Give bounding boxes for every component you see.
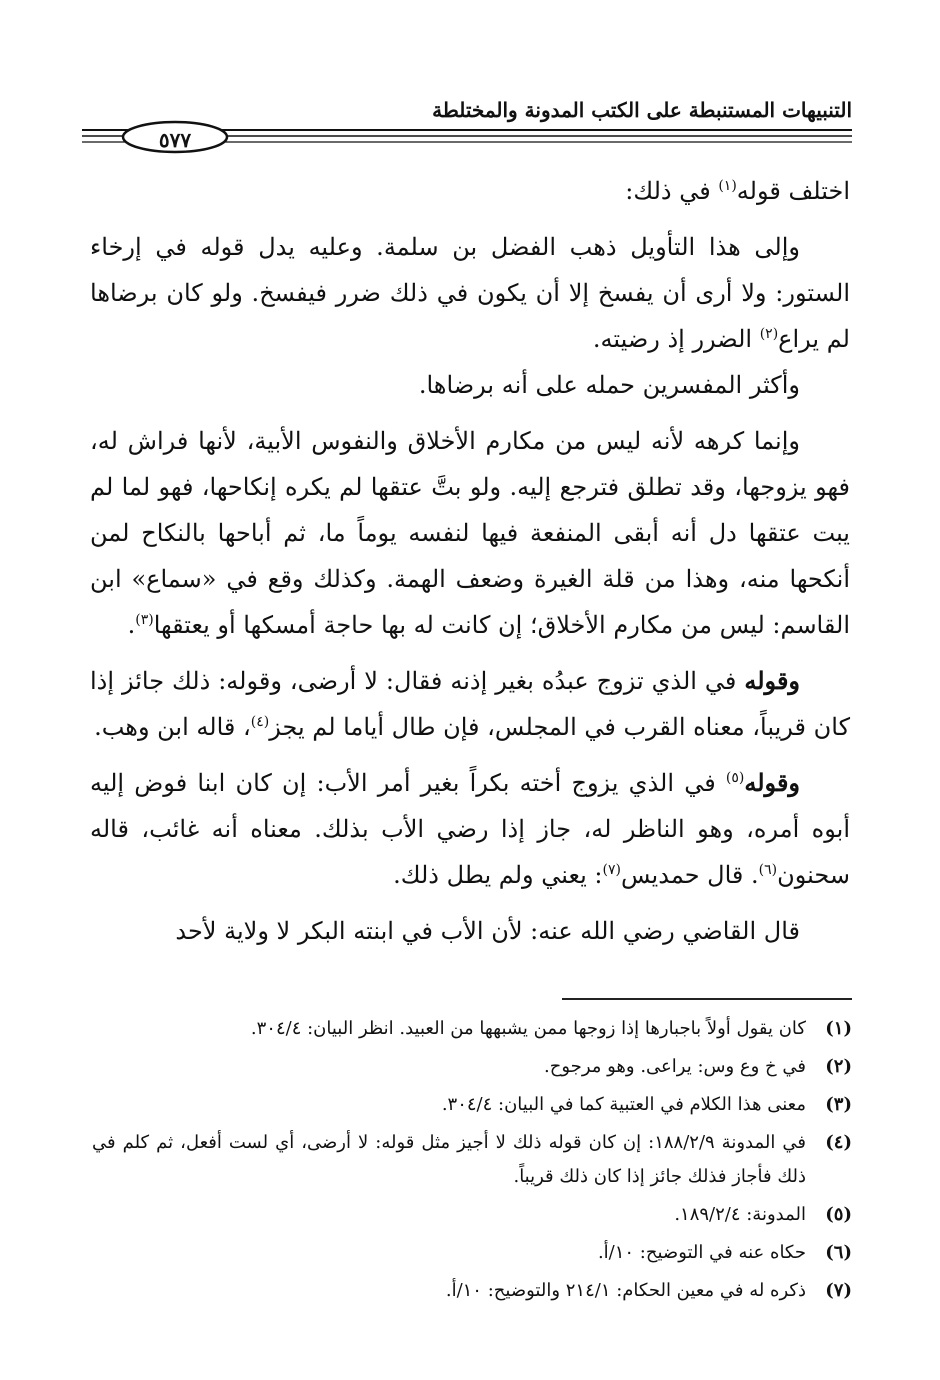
footnote-number: (٣) <box>825 1094 852 1115</box>
footnote-text: ذكره له في معين الحكام: ٢١٤/١ والتوضيح: ١٠/أ. <box>445 1280 806 1301</box>
footnote-number: (٥) <box>825 1204 852 1225</box>
page-number: ٥٧٧ <box>158 128 192 152</box>
footnote-number: (١) <box>825 1018 852 1039</box>
footnote-text: كان يقول أولاً باجبارها إذا زوجها ممن يشبهها من العبيد. انظر البيان: ٣٠٤/٤. <box>250 1018 806 1039</box>
footnote-ref-3: (٣) <box>135 612 154 628</box>
footnote-number: (٦) <box>825 1242 852 1263</box>
footnote-item <box>92 1198 852 1232</box>
footnote-ref-5: (٥) <box>725 770 745 786</box>
paragraph-7 <box>90 908 850 954</box>
paragraph-text: وإلى هذا التأويل ذهب الفضل بن سلمة. وعليه يدل قوله في إرخاء الستور: ولا أرى أن يفسخ إلا أن يكون في ذلك ضرر فيفسخ. ولو كان برضاها لم يراع <box>90 233 850 353</box>
footnote-item <box>92 1274 852 1308</box>
footnote-text: معنى هذا الكلام في العتبية كما في البيان: ٣٠٤/٤. <box>441 1094 806 1115</box>
paragraph-3 <box>90 362 850 408</box>
footnote-item <box>92 1236 852 1270</box>
running-header-title: التنبيهات المستنبطة على الكتب المدونة والمختلطة <box>432 98 852 122</box>
footnotes <box>92 1012 852 1312</box>
footnote-number: (٧) <box>825 1280 852 1301</box>
footnote-item <box>92 1012 852 1046</box>
footnote-ref-2: (٢) <box>759 326 779 342</box>
paragraph-6 <box>90 760 850 898</box>
footnote-text: في خ وع وس: يراعى. وهو مرجوح. <box>544 1056 806 1077</box>
paragraph-text: . قال حمديس <box>620 861 759 889</box>
paragraph-4 <box>90 418 850 648</box>
paragraph-text: في الذي يزوج أخته بكراً بغير أمر الأب: إن كان ابنا فوض إليه أبوه أمره، وهو الناظر له، جاز إذا رضي الأب بذلك. معناه أنه غائب، قاله سحنون <box>90 769 850 889</box>
paragraph-text: . <box>127 611 136 639</box>
paragraph-text: وأكثر المفسرين حمله على أنه برضاها. <box>418 371 800 399</box>
footnote-item <box>92 1088 852 1122</box>
footnote-ref-4: (٤) <box>250 714 270 730</box>
paragraph-text: الضرر إذ رضيته. <box>592 325 760 353</box>
footnote-item <box>92 1126 852 1194</box>
footnote-text: في المدونة ١٨٨/٢/٩: إن كان قوله ذلك لا أجيز مثل قوله: لا أرضى، أي لست أفعل، ثم كلم في ذلك فأجاز فذلك جائز إذا كان ذلك قريباً. <box>92 1132 806 1187</box>
paragraph-2 <box>90 224 850 362</box>
paragraph-1 <box>90 168 850 214</box>
footnote-ref-7: (٧) <box>602 862 621 878</box>
paragraph-text: اختلف قوله <box>736 177 850 205</box>
footnote-number: (٢) <box>825 1056 852 1077</box>
footnote-ref-1: (١) <box>718 178 737 194</box>
footnote-ref-6: (٦) <box>758 862 778 878</box>
footnote-text: المدونة: ١٨٩/٢/٤. <box>674 1204 806 1225</box>
paragraph-lead: وقوله <box>744 768 800 797</box>
paragraph-text: في ذلك: <box>625 177 719 205</box>
paragraph-text: ، قاله ابن وهب. <box>94 713 251 741</box>
footnote-number: (٤) <box>825 1132 852 1153</box>
paragraph-5 <box>90 658 850 750</box>
paragraph-lead: وقوله <box>744 666 800 695</box>
paragraph-text: : يعني ولم يطل ذلك. <box>393 861 603 889</box>
paragraph-text: وإنما كرهه لأنه ليس من مكارم الأخلاق والنفوس الأبية، لأنها فراش له، فهو يزوجها، وقد تطلق فترجع إليه. ولو بتَّ عتقها لم يكره إنكاحها، فهو لما لم يبت عتقها دل أنه أبقى المنفعة فيها لنفسه يوماً ما، ثم أباحها بالنكاح لمن أنكحها منه، وهذا من قلة الغيرة وضعف الهمة. وكذلك وقع في «سماع» ابن القاسم: ليس من مكارم الأخلاق؛ إن كانت له بها حاجة أمسكها أو يعتقها <box>90 427 850 639</box>
footnote-text: حكاه عنه في التوضيح: ١٠/أ. <box>597 1242 806 1263</box>
footnote-separator <box>562 998 852 1000</box>
main-text <box>90 168 850 954</box>
paragraph-text: قال القاضي رضي الله عنه: لأن الأب في ابنته البكر لا ولاية لأحد <box>175 917 800 945</box>
paragraph-text: في الذي تزوج عبدُه بغير إذنه فقال: لا أرضى، وقوله: ذلك جائز إذا كان قريباً، معناه القرب في المجلس، فإن طال أياما لم يجز <box>90 667 850 741</box>
footnote-item <box>92 1050 852 1084</box>
